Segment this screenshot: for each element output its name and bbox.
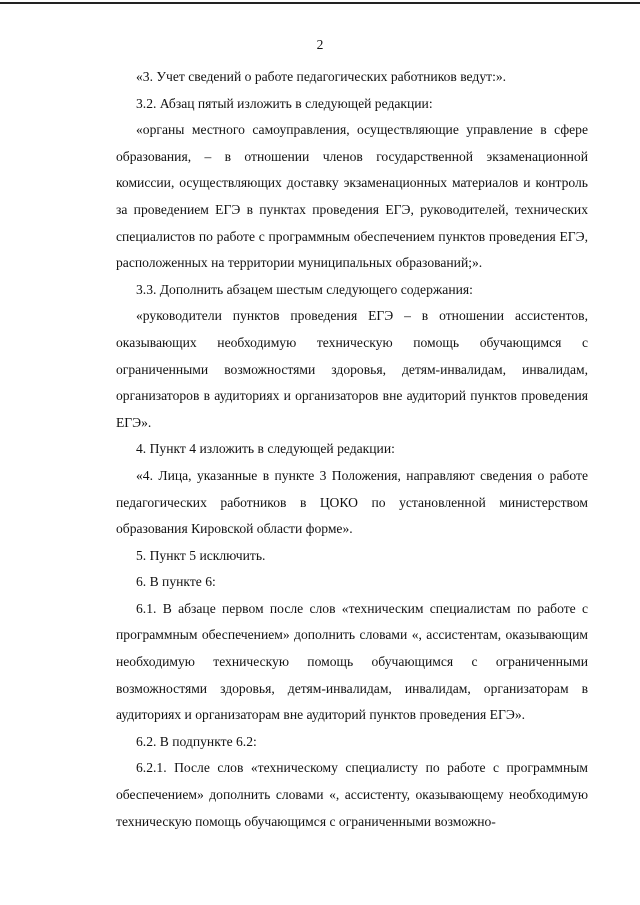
paragraph-6: 6. В пункте 6: [136, 574, 216, 590]
paragraph-6-2-1: 6.2.1. После слов «техническому специалисту по работе с программным обеспечением» дополнить словами «, ассистенту, оказывающему необходимую техническую помощь обучающимся с ограниченными возможно- [116, 760, 588, 829]
document-body [116, 64, 588, 835]
paragraph-6-1: 6.1. В абзаце первом после слов «техническим специалистам по работе с программным обеспечением» дополнить словами «, ассистентам, оказывающим необходимую техническую помощь обучающимся с ограниченными возможностями здоровья, детям-инвалидам, инвалидам, организаторам в аудиториях и организаторам вне аудиторий пунктов проведения ЕГЭ». [116, 600, 588, 723]
paragraph-6-2: 6.2. В подпункте 6.2: [136, 733, 257, 749]
paragraph-4-text: «4. Лица, указанные в пункте 3 Положения, направляют сведения о работе педагогических работников в ЦОКО по установленной министерством образования Кировской области форме». [116, 467, 588, 537]
paragraph-3-3-text: «руководители пунктов проведения ЕГЭ – в отношении ассистентов, оказывающих необходимую техническую помощь обучающимся с ограниченными возможностями здоровья, детям-инвалидам, инвалидам, организаторов в аудиториях и организаторов вне аудиторий пунктов проведения ЕГЭ». [116, 308, 588, 430]
paragraph-3-3: 3.3. Дополнить абзацем шестым следующего содержания: [136, 281, 473, 297]
page-number: 2 [316, 37, 324, 52]
paragraph-3-heading: «3. Учет сведений о работе педагогических работников ведут:». [136, 69, 507, 84]
paragraph-3-2-text: «органы местного самоуправления, осуществляющие управление в сфере образования, – в отношении членов государственной экзаменационной комиссии, осуществляющих доставку экзаменационных материалов и контроль за проведением ЕГЭ в пунктах проведения ЕГЭ, руководителей, технических специалистов по работе с программным обеспечением пунктов проведения ЕГЭ, расположенных на территории муниципальных образований;». [116, 122, 588, 271]
page-top-edge [0, 2, 640, 4]
paragraph-4: 4. Пункт 4 изложить в следующей редакции: [136, 441, 395, 457]
paragraph-3-2: 3.2. Абзац пятый изложить в следующей редакции: [136, 95, 433, 111]
paragraph-5: 5. Пункт 5 исключить. [136, 547, 266, 563]
